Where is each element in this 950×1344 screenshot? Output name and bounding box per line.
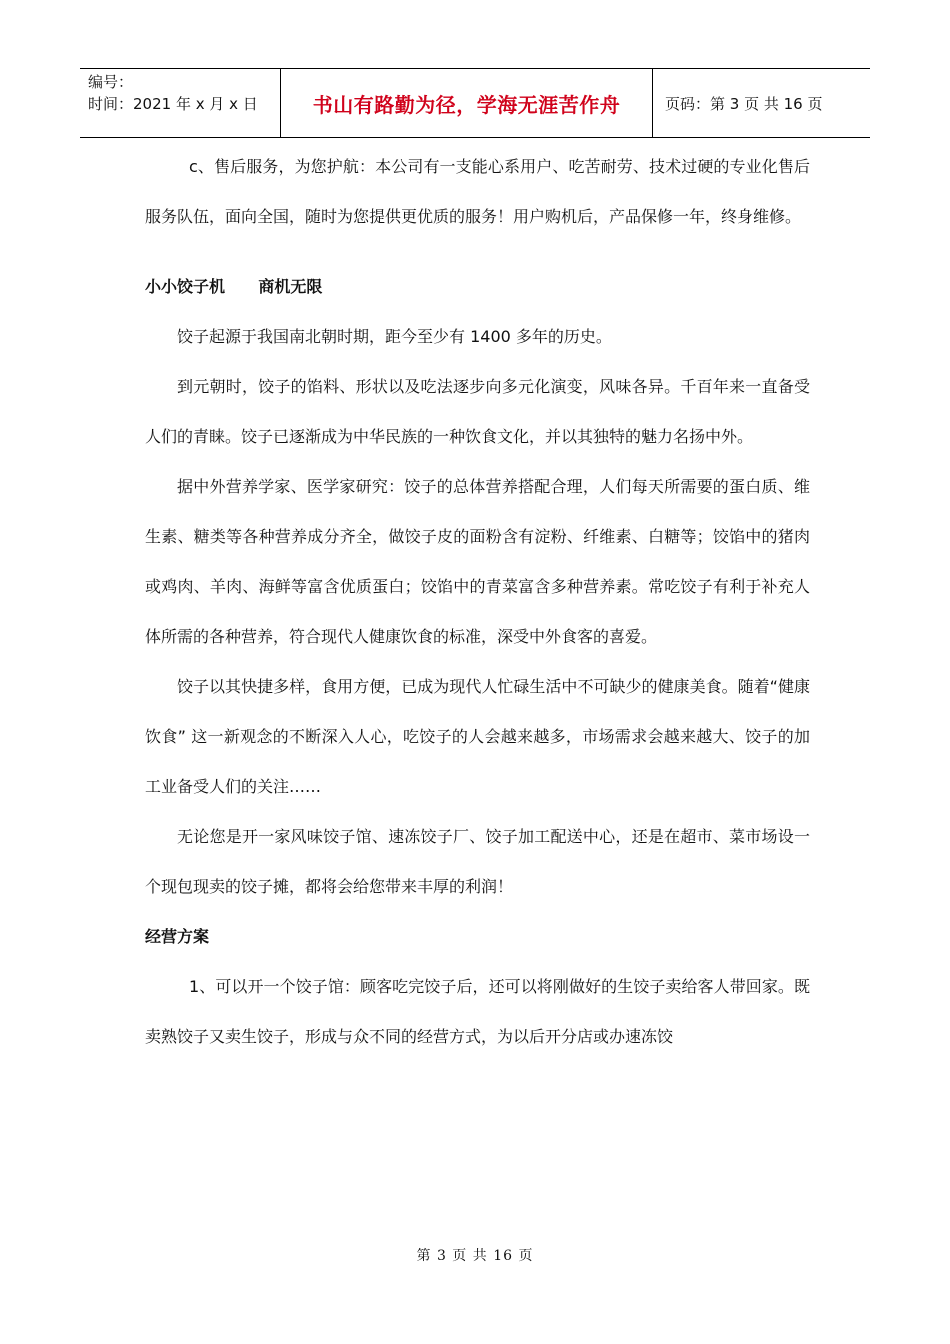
paragraph-after-sales: c、售后服务，为您护航：本公司有一支能心系用户、吃苦耐劳、技术过硬的专业化售后服务队伍，面向全国，随时为您提供更优质的服务！用户购机后，产品保修一年，终身维修。 [145, 157, 810, 226]
paragraph-yuan-dynasty: 到元朝时，饺子的馅料、形状以及吃法逐步向多元化演变，风味各异。千百年来一直备受人们的青睐。饺子已逐渐成为中华民族的一种饮食文化，并以其独特的魅力名扬中外。 [145, 377, 810, 446]
header-page-info: 页码：第 3 页 共 16 页 [665, 94, 823, 113]
paragraph-fast-food: 饺子以其快捷多样，食用方便，已成为现代人忙碌生活中不可缺少的健康美食。随着“健康饮食” 这一新观念的不断深入人心，吃饺子的人会越来越多，市场需求会越来越大、饺子的加工业备受人们的关注…… [145, 677, 810, 796]
document-body [145, 142, 810, 1062]
time-label: 时间：2021 年 x 月 x 日 [88, 95, 258, 113]
page-footer: 第 3 页 共 16 页 [416, 1248, 534, 1264]
paragraph-nutrition: 据中外营养学家、医学家研究：饺子的总体营养搭配合理，人们每天所需要的蛋白质、维生素、糖类等各种营养成分齐全，做饺子皮的面粉含有淀粉、纤维素、白糖等；饺馅中的猪肉或鸡肉、羊肉、海鲜等富含优质蛋白；饺馅中的青菜富含多种营养素。常吃饺子有利于补充人体所需的各种营养，符合现代人健康饮食的标准，深受中外食客的喜爱。 [145, 477, 810, 646]
section-heading-machine: 小小饺子机 商机无限 [145, 277, 323, 296]
number-label: 编号： [88, 73, 134, 91]
header-motto: 书山有路勤为径，学海无涯苦作舟 [281, 69, 653, 137]
paragraph-origin: 饺子起源于我国南北朝时期，距今至少有 1400 多年的历史。 [177, 327, 612, 346]
header-meta [80, 69, 281, 137]
paragraph-business: 无论您是开一家风味饺子馆、速冻饺子厂、饺子加工配送中心，还是在超市、菜市场设一个现包现卖的饺子摊，都将会给您带来丰厚的利润！ [145, 827, 810, 896]
paragraph-plan-1: 1、可以开一个饺子馆：顾客吃完饺子后，还可以将刚做好的生饺子卖给客人带回家。既卖熟饺子又卖生饺子，形成与众不同的经营方式，为以后开分店或办速冻饺 [145, 977, 810, 1046]
page-header [80, 68, 870, 138]
section-heading-plan: 经营方案 [145, 927, 210, 946]
